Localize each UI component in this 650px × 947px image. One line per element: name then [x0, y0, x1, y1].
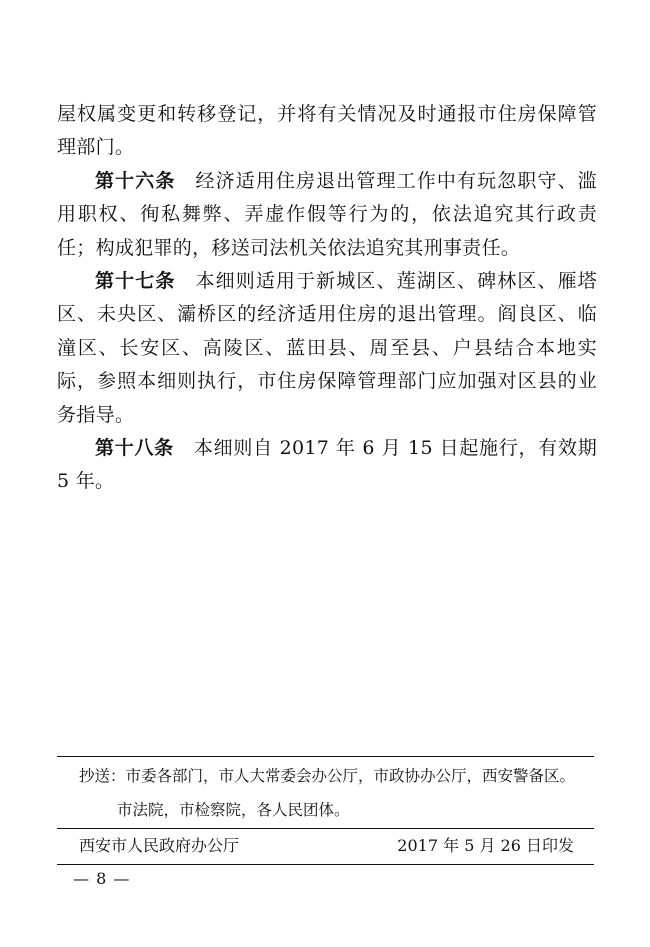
footer-top-rule	[57, 756, 594, 757]
issuer-name: 西安市人民政府办公厅	[79, 836, 240, 855]
footer-bottom-rule	[57, 864, 594, 865]
article-17-title: 第十七条	[95, 270, 176, 293]
article-18-text: 本细则自 2017 年 6 月 15 日起施行，有效期 5 年。	[57, 437, 597, 493]
document-body	[57, 98, 597, 499]
article-16-text: 经济适用住房退出管理工作中有玩忽职守、滥用职权、徇私舞弊、弄虚作假等行为的，依法追究其行政责任；构成犯罪的，移送司法机关依法追究其刑事责任。	[57, 169, 597, 259]
cc-list-line-2: 市法院，市检察院，各人民团体。	[117, 801, 350, 819]
article-18-title: 第十八条	[95, 437, 174, 460]
article-17	[57, 265, 597, 432]
paragraph-continuation	[57, 98, 597, 165]
issue-date: 2017 年 5 月 26 日印发	[397, 836, 574, 855]
cc-list-line-1: 抄送：市委各部门，市人大常委会办公厅，市政协办公厅，西安警备区。	[79, 767, 576, 785]
footer-middle-rule	[57, 828, 594, 829]
distribution-footer	[57, 756, 594, 865]
page-number: — 8 —	[73, 869, 131, 888]
article-17-text: 本细则适用于新城区、莲湖区、碑林区、雁塔区、未央区、灞桥区的经济适用住房的退出管理。阎良区、临潼区、长安区、高陵区、蓝田县、周至县、户县结合本地实际，参照本细则执行，市住房保障管理部门应加强对区县的业务指导。	[57, 270, 597, 426]
article-16-title: 第十六条	[95, 169, 176, 192]
article-18	[57, 432, 597, 499]
issuer-row	[57, 834, 594, 858]
paragraph-text: 屋权属变更和转移登记，并将有关情况及时通报市住房保障管理部门。	[57, 103, 597, 159]
article-16	[57, 165, 597, 265]
